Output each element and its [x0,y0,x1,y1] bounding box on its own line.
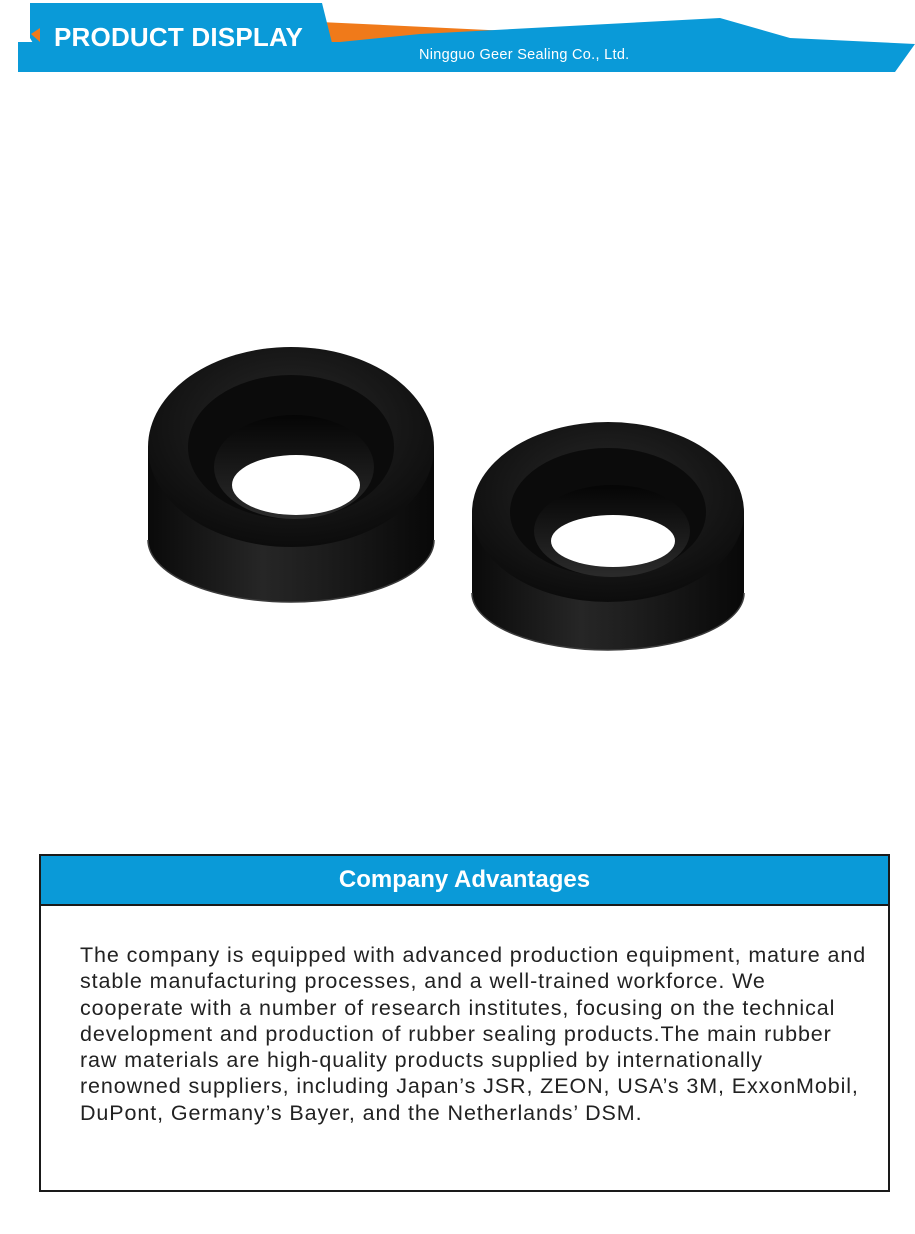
left-ring [148,347,434,602]
advantages-body: The company is equipped with advanced production equipment, mature and stable manufacturing processes, and a well-trained workforce. We cooperate with a number of research institutes, focusing on the technical development and production of rubber sealing products.The main rubber raw materials are high-quality products supplied by internationally renowned suppliers, including Japan’s JSR, ZEON, USA’s 3M, ExxonMobil, DuPont, Germany’s Bayer, and the Netherlands’ DSM. [80,943,867,1125]
advantages-title: Company Advantages [338,866,591,893]
company-name: Ningguo Geer Sealing Co., Ltd. [419,47,630,63]
company-advantages-panel [39,854,890,1192]
rubber-rings-image [30,95,885,840]
advantages-header [41,856,888,906]
header-banner [0,0,915,75]
product-photo [30,95,885,840]
page-title: PRODUCT DISPLAY [54,22,304,52]
right-ring [472,422,744,650]
